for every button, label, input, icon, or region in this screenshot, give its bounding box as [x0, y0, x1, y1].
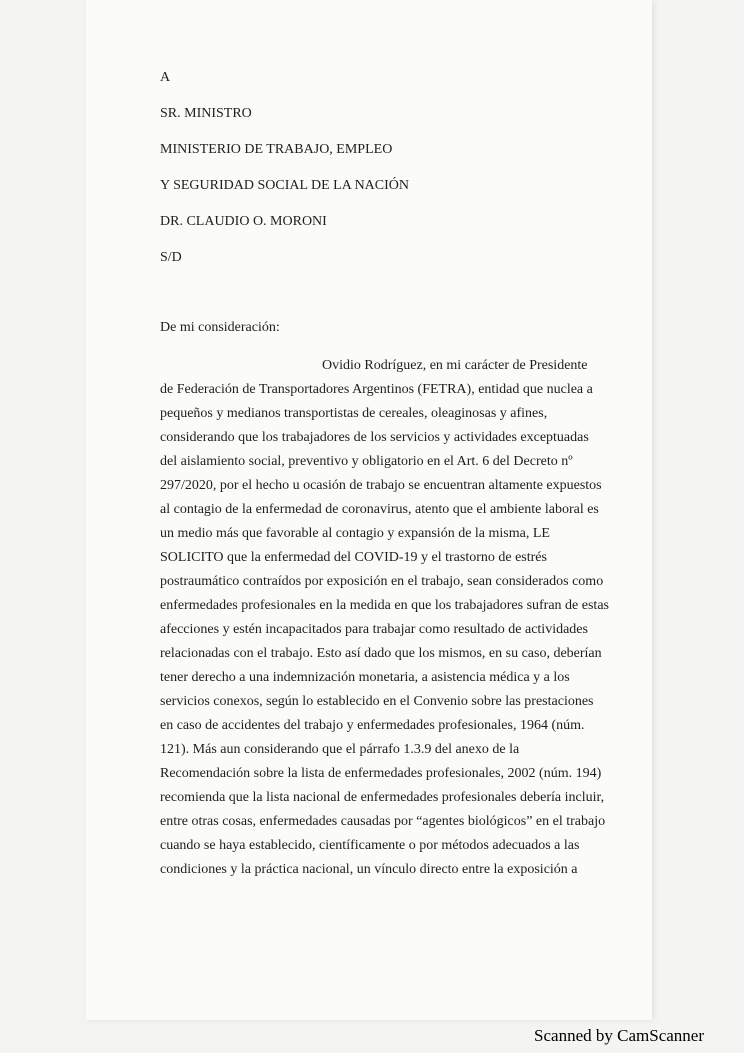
body-line: enfermedades profesionales en la medida en que los trabajadores sufran de estas — [160, 598, 609, 613]
camscanner-watermark: Scanned by CamScanner — [534, 1026, 704, 1045]
body-line: en caso de accidentes del trabajo y enfermedades profesionales, 1964 (núm. — [160, 718, 585, 733]
body-line: afecciones y estén incapacitados para trabajar como resultado de actividades — [160, 622, 588, 637]
body-line: pequeños y medianos transportistas de cereales, oleaginosas y afines, — [160, 406, 548, 421]
body-line: de Federación de Transportadores Argentinos (FETRA), entidad que nuclea a — [160, 382, 593, 397]
body-line: cuando se haya establecido, científicamente o por métodos adecuados a las — [160, 838, 580, 853]
body-line: considerando que los trabajadores de los servicios y actividades exceptuadas — [160, 430, 589, 445]
body-line: Recomendación sobre la lista de enfermedades profesionales, 2002 (núm. 194) — [160, 766, 602, 781]
addressee-block — [160, 70, 409, 286]
address-line: A — [160, 70, 171, 85]
body-line: relacionadas con el trabajo. Esto así dado que los mismos, en su caso, deberían — [160, 646, 602, 661]
address-line: DR. CLAUDIO O. MORONI — [160, 214, 327, 229]
address-line: SR. MINISTRO — [160, 106, 252, 121]
body-paragraph — [160, 358, 609, 886]
body-line: tener derecho a una indemnización monetaria, a asistencia médica y a los — [160, 670, 570, 685]
body-line: del aislamiento social, preventivo y obligatorio en el Art. 6 del Decreto nº — [160, 454, 573, 469]
body-line: un medio más que favorable al contagio y expansión de la misma, LE — [160, 526, 550, 541]
body-line: SOLICITO que la enfermedad del COVID-19 y el trastorno de estrés — [160, 550, 547, 565]
body-line: entre otras cosas, enfermedades causadas por “agentes biológicos” en el trabajo — [160, 814, 606, 829]
body-line: condiciones y la práctica nacional, un vínculo directo entre la exposición a — [160, 862, 578, 877]
body-line: 297/2020, por el hecho u ocasión de trabajo se encuentran altamente expuestos — [160, 478, 602, 493]
salutation: De mi consideración: — [160, 320, 280, 335]
body-line: postraumático contraídos por exposición en el trabajo, sean considerados como — [160, 574, 604, 589]
body-line: al contagio de la enfermedad de coronavirus, atento que el ambiente laboral es — [160, 502, 599, 517]
address-line: MINISTERIO DE TRABAJO, EMPLEO — [160, 142, 393, 157]
body-line: Ovidio Rodríguez, en mi carácter de Presidente — [322, 358, 588, 373]
body-line: servicios conexos, según lo establecido en el Convenio sobre las prestaciones — [160, 694, 594, 709]
body-line: 121). Más aun considerando que el párrafo 1.3.9 del anexo de la — [160, 742, 520, 757]
address-line: Y SEGURIDAD SOCIAL DE LA NACIÓN — [160, 178, 410, 193]
body-line: recomienda que la lista nacional de enfermedades profesionales debería incluir, — [160, 790, 605, 805]
address-line: S/D — [160, 250, 182, 265]
